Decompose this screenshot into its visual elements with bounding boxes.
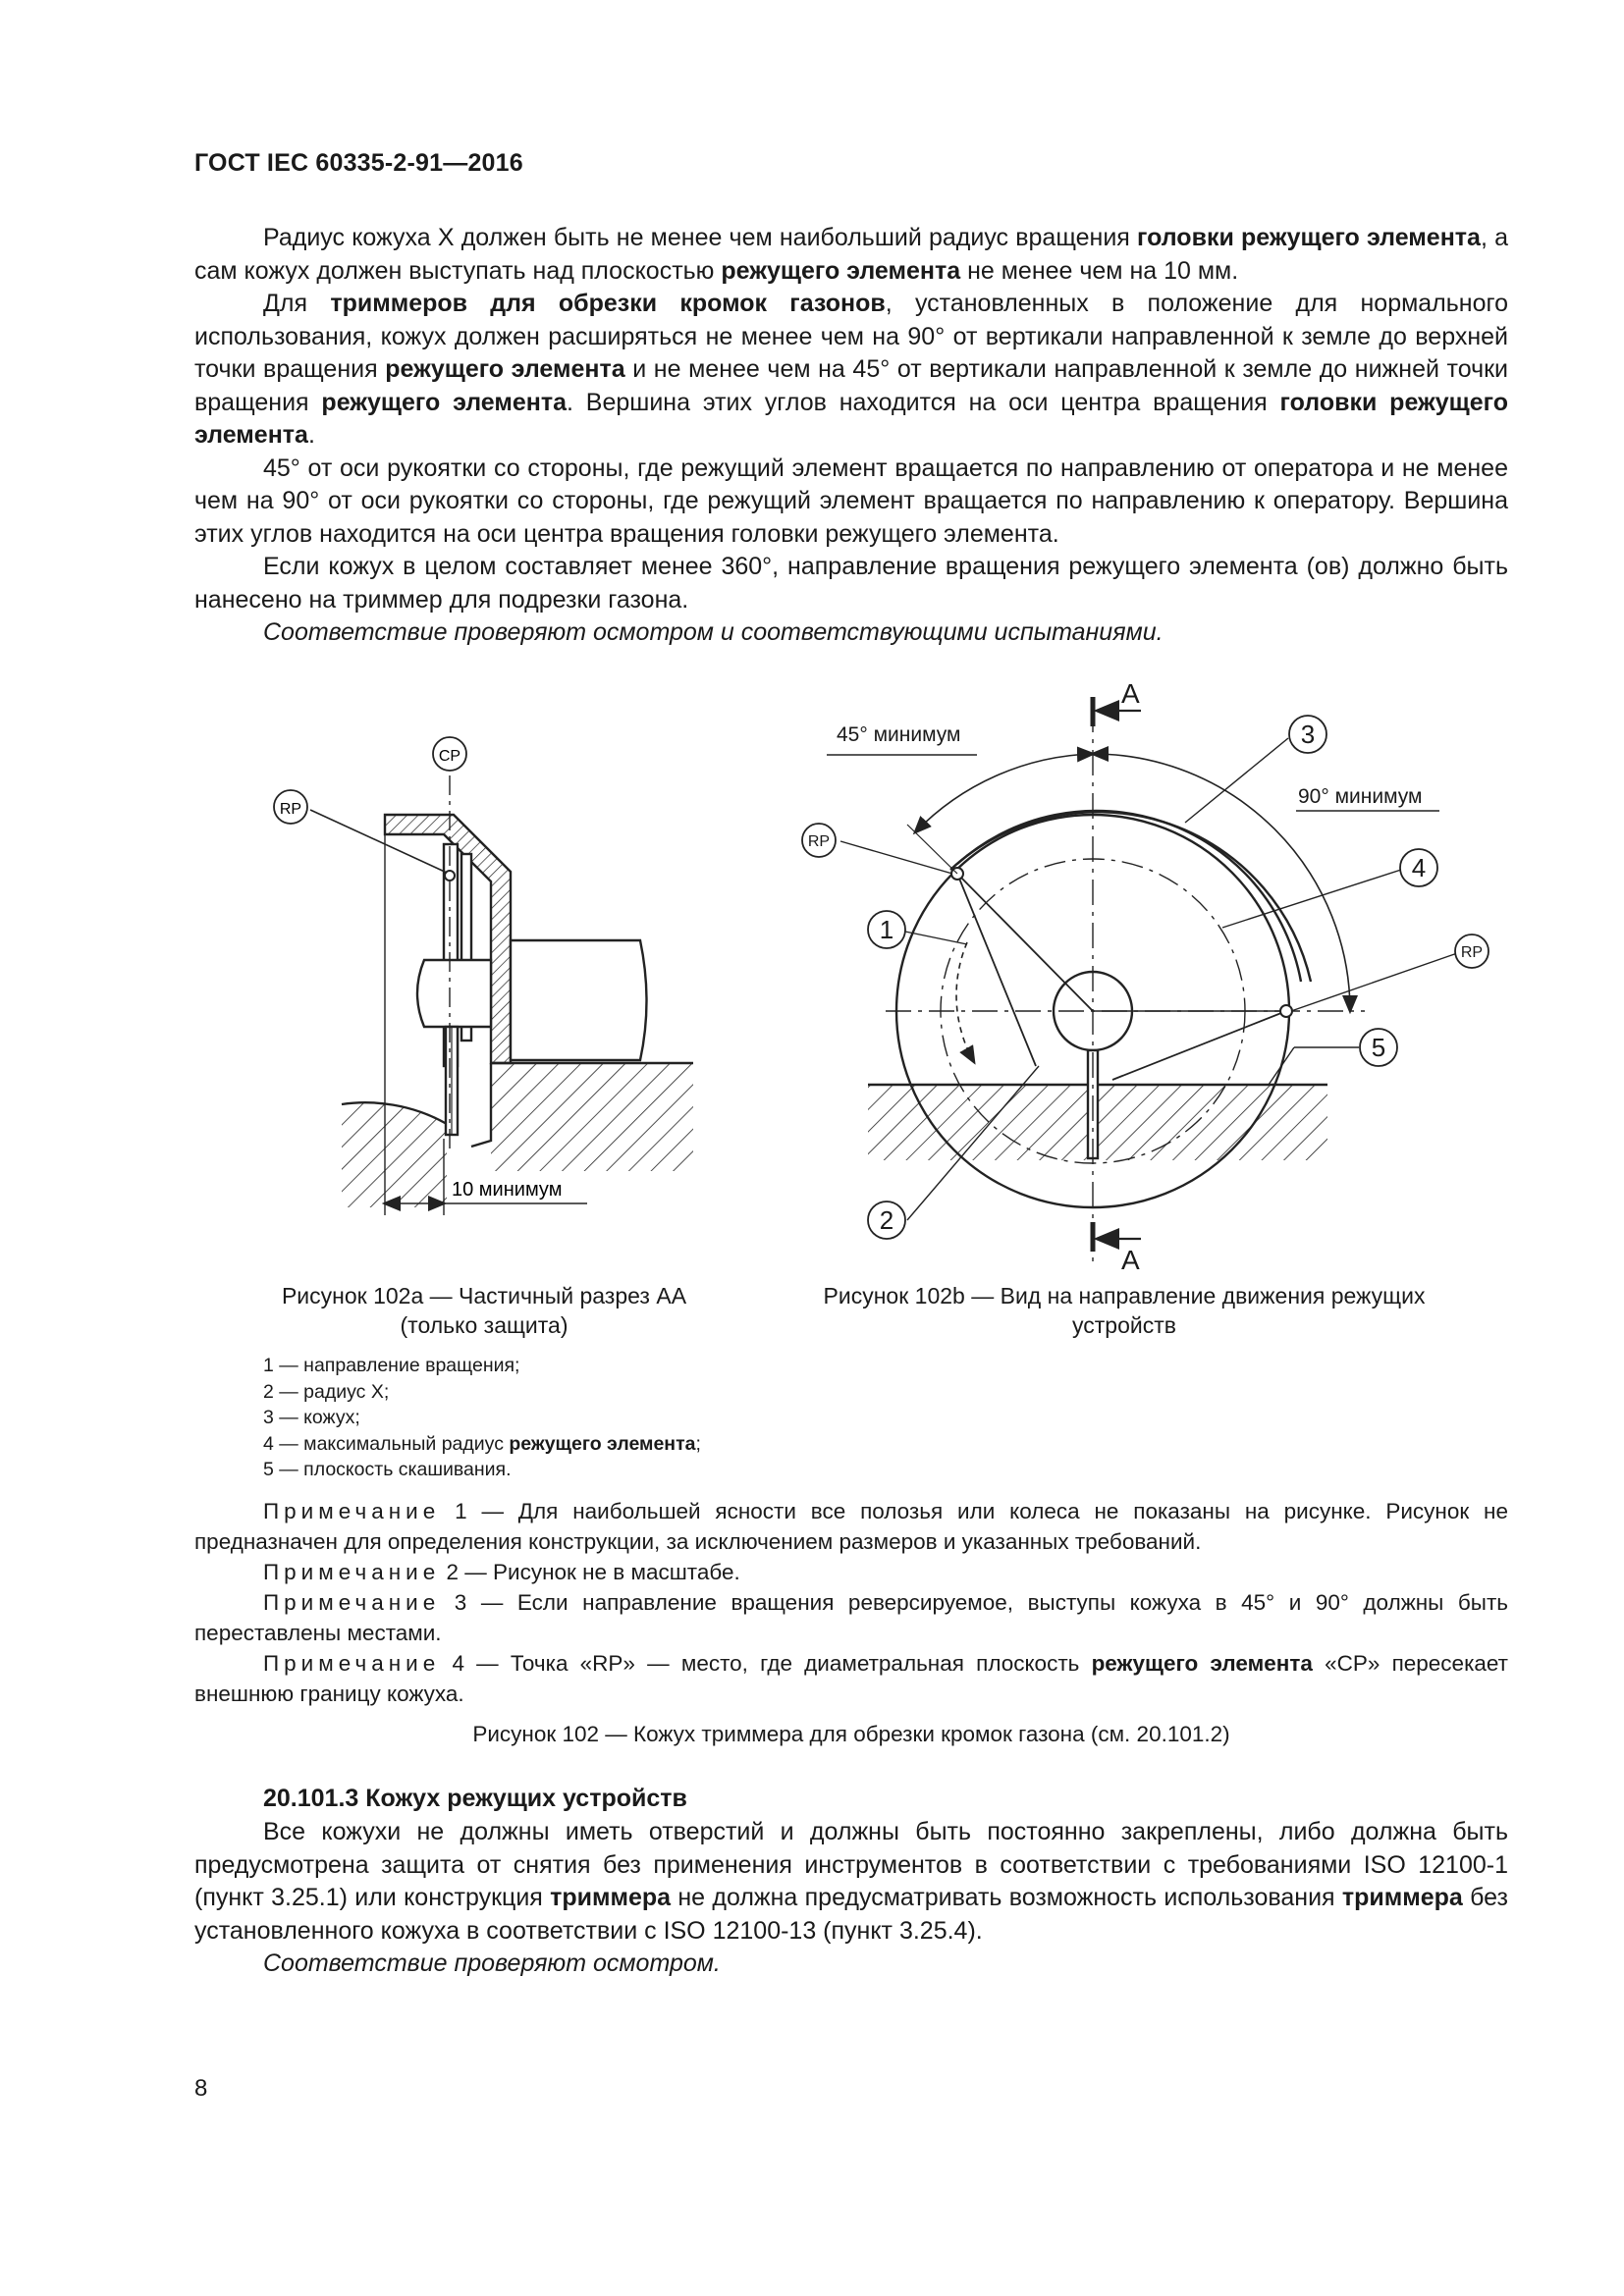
paragraph: Радиус кожуха X должен быть не менее чем наибольший радиус вращения головки режущего элемента, а сам кожух должен выступать над плоскостью режущего элемента не менее чем на 10 мм. bbox=[194, 224, 1508, 285]
notes bbox=[194, 1496, 1508, 1709]
legend-item: 2 — радиус X; bbox=[263, 1380, 390, 1403]
note-3: Примечание 3 — Если направление вращения реверсируемое, выступы кожуха в 45° и 90° должны быть переставлены местами. bbox=[194, 1590, 1508, 1645]
section-title: 20.101.3 Кожух режущих устройств bbox=[263, 1785, 687, 1812]
section-label-a-top: A bbox=[1121, 678, 1140, 709]
callout-1: 1 bbox=[879, 915, 894, 944]
paragraph: Если кожух в целом составляет менее 360°, направление вращения режущего элемента (ов) должно быть нанесено на триммер для подрезки газона. bbox=[194, 553, 1508, 614]
note-2: Примечание 2 — Рисунок не в масштабе. bbox=[263, 1560, 740, 1584]
section-label-a-bottom: A bbox=[1121, 1245, 1140, 1275]
document-header: ГОСТ IEC 60335-2-91—2016 bbox=[194, 149, 523, 177]
angle-45-label: 45° минимум bbox=[837, 723, 961, 746]
paragraph: Соответствие проверяют осмотром и соответствующими испытаниями. bbox=[263, 618, 1164, 646]
dimension-label: 10 минимум bbox=[452, 1179, 563, 1201]
label-cp: CP bbox=[438, 748, 461, 765]
figure-caption: Рисунок 102 — Кожух триммера для обрезки кромок газона (см. 20.101.2) bbox=[472, 1722, 1230, 1746]
callout-4: 4 bbox=[1411, 853, 1427, 882]
angle-90-label: 90° минимум bbox=[1298, 785, 1423, 808]
label-rp-top: RP bbox=[807, 833, 831, 850]
page-number: 8 bbox=[194, 2075, 208, 2102]
legend-item: 5 — плоскость скашивания. bbox=[263, 1459, 512, 1480]
paragraph: Все кожухи не должны иметь отверстий и должны быть постоянно закреплены, либо должна быть предусмотрена защита от снятия без применения инструментов в соответствии с требованиями ISO 12100-1 (пункт 3.25.1) или конструкция триммера не должна предусматривать возможность использования триммера без установленного кожуха в соответствии с ISO 12100-13 (пункт 3.25.4). bbox=[194, 1818, 1508, 1945]
callout-5: 5 bbox=[1371, 1033, 1386, 1062]
note-1: Примечание 1 — Для наибольшей ясности все полозья или колеса не показаны на рисунке. Рисунок не предназначен для определения конструкции, за исключением размеров и указанных требований. bbox=[194, 1499, 1508, 1554]
callout-2: 2 bbox=[879, 1205, 894, 1235]
figure-b-caption: Рисунок 102b — Вид на направление движения режущих устройств bbox=[823, 1283, 1426, 1338]
paragraph: 45° от оси рукоятки со стороны, где режущий элемент вращается по направлению от оператора и не менее чем на 90° от оси рукоятки со стороны, где режущий элемент вращается по направлению к оператору. Вершина этих углов находится на оси центра вращения головки режущего элемента. bbox=[194, 454, 1508, 548]
legend-item: 4 — максимальный радиус режущего элемента; bbox=[263, 1432, 701, 1455]
figure-legend bbox=[263, 1353, 701, 1483]
figure-102a bbox=[274, 737, 693, 1215]
legend-item: 1 — направление вращения; bbox=[263, 1355, 520, 1376]
legend-item: 3 — кожух; bbox=[263, 1407, 360, 1428]
callout-3: 3 bbox=[1300, 720, 1316, 749]
paragraph: Для триммеров для обрезки кромок газонов, установленных в положение для нормального использования, кожух должен расширяться не менее чем на 90° от вертикали направленной к земле до верхней точки вращения режущего элемента и не менее чем на 45° от вертикали направленной к земле до нижней точки вращения режущего элемента. Вершина этих углов находится на оси центра вращения головки режущего элемента. bbox=[194, 290, 1508, 449]
section-body bbox=[194, 1816, 1508, 1981]
figure-102 bbox=[0, 648, 1624, 1286]
label-rp: RP bbox=[279, 801, 302, 818]
paragraph: Соответствие проверяют осмотром. bbox=[263, 1949, 721, 1977]
figure-102b bbox=[802, 697, 1489, 1266]
label-rp-right: RP bbox=[1460, 944, 1484, 961]
body-text bbox=[194, 222, 1508, 650]
note-4: Примечание 4 — Точка «RP» — место, где диаметральная плоскость режущего элемента «CP» пересекает внешнюю границу кожуха. bbox=[194, 1651, 1508, 1706]
figure-a-caption: Рисунок 102а — Частичный разрез АА (только защита) bbox=[281, 1283, 687, 1338]
